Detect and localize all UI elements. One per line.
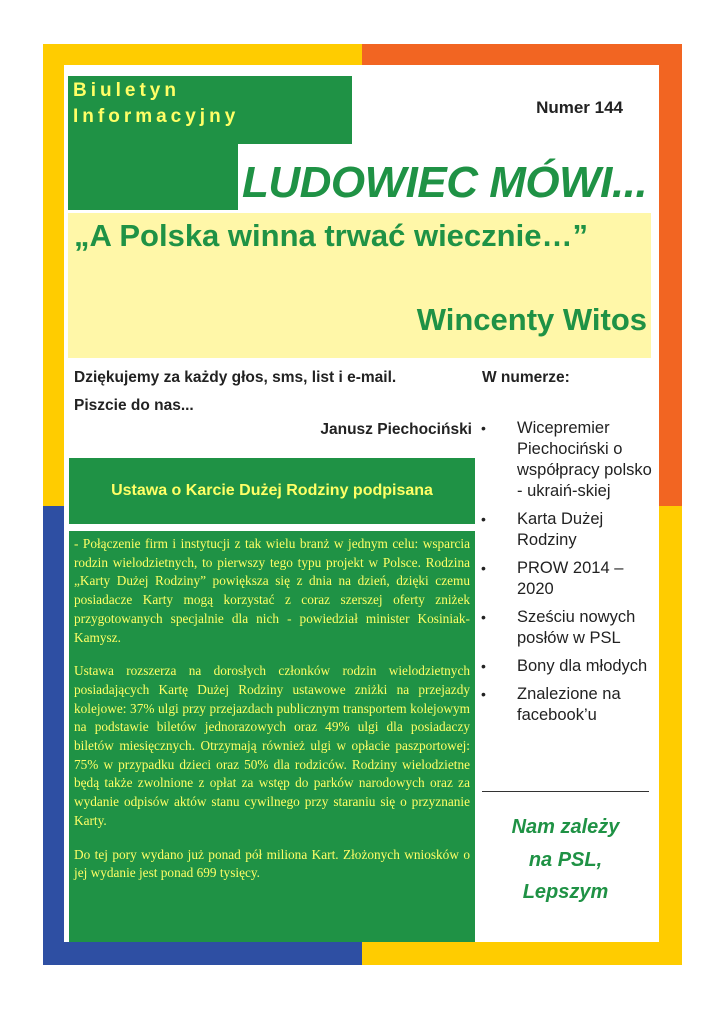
article-text — [74, 535, 470, 898]
quote-text: „A Polska winna trwać wiecznie…” — [74, 218, 588, 253]
toc-item — [478, 418, 656, 502]
article-paragraph: - Połączenie firm i instytucji z tak wielu branż w jednym celu: wsparcia rodzin wielodzietnych, to pierwszy tego typu projekt w Polsce. Rodzina „Karty Dużej Rodziny” powiększa się z dnia na dzień, dzięki czemu posiadacze Karty mogą korzystać z coraz szerszej oferty zniżek przygotowanych specjalnie dla nich - powiedział minister Kosiniak-Kamysz. — [74, 536, 470, 645]
bullet-icon: • — [481, 609, 486, 625]
issue-number: Numer 144 — [536, 98, 623, 117]
toc-item — [478, 607, 656, 649]
toc-heading: W numerze: — [482, 369, 570, 386]
bulletin-label-line1: Biuletyn — [73, 80, 180, 101]
slogan-line3: Lepszym — [522, 881, 609, 903]
frame-band-left-top — [43, 44, 64, 506]
toc-item — [478, 558, 656, 600]
frame-band-bottom-right — [362, 942, 682, 965]
bullet-icon: • — [481, 511, 486, 527]
toc-item-label: Sześciu nowych posłów w PSL — [517, 608, 636, 647]
write-to-us-line: Piszcie do nas... — [74, 397, 194, 414]
toc-item — [478, 684, 656, 726]
toc-item-label: Bony dla młodych — [517, 657, 648, 675]
masthead-title: LUDOWIEC MÓWI... — [242, 158, 648, 207]
article-paragraph: Do tej pory wydano już ponad pół miliona Kart. Złożonych wniosków o jej wydanie jest ponad 699 tysięcy. — [74, 846, 470, 881]
bullet-icon: • — [481, 686, 486, 702]
sidebar-divider — [482, 791, 649, 792]
quote-author: Wincenty Witos — [416, 302, 647, 337]
header-green-step — [68, 144, 238, 210]
slogan-line2: na PSL, — [528, 849, 603, 871]
article-title: Ustawa o Karcie Dużej Rodziny podpisana — [111, 482, 433, 499]
toc-item-label: Znalezione na facebook’u — [517, 685, 621, 724]
toc-list — [478, 418, 656, 733]
frame-band-right-top — [659, 44, 682, 506]
bullet-icon: • — [481, 420, 486, 436]
frame-band-right-bottom — [659, 506, 682, 965]
toc-item-label: Karta Dużej Rodziny — [517, 510, 604, 549]
bullet-icon: • — [481, 560, 486, 576]
thanks-line: Dziękujemy za każdy głos, sms, list i e-mail. — [74, 369, 397, 386]
frame-band-bottom-left — [43, 942, 362, 965]
toc-item — [478, 509, 656, 551]
bulletin-label-line2: Informacyjny — [73, 106, 240, 127]
frame-band-top-right — [362, 44, 682, 65]
toc-item-label: Wicepremier Piechociński o współpracy polsko - ukraiń-skiej — [517, 419, 652, 500]
toc-item-label: PROW 2014 –2020 — [517, 559, 624, 598]
slogan-line1: Nam zależy — [511, 816, 620, 838]
signature: Janusz Piechociński — [320, 421, 472, 438]
frame-band-left-bottom — [43, 506, 64, 965]
toc-item — [478, 656, 656, 677]
article-paragraph: Ustawa rozszerza na dorosłych członków rodzin wielodzietnych posiadających Kartę Dużej Rodziny ustawowe zniżki na przejazdy kolejowe: 37% ulgi przy przejazdach publicznym transportem kolejowym na podstawie biletów jednorazowych oraz 49% ulgi dla posiadaczy biletów miesięcznych. Otrzymają również ulgi w opłacie paszportowej: 75% w przypadku dzieci oraz 50% dla rodziców. Rodziny wielodzietne będą także zwolnione z opłat za wstęp do parków narodowych oraz za wydanie odpisów aktów stanu cywilnego przy staraniu się o przyznanie Karty. — [74, 663, 470, 828]
bullet-icon: • — [481, 658, 486, 674]
frame-band-top-left — [43, 44, 362, 65]
